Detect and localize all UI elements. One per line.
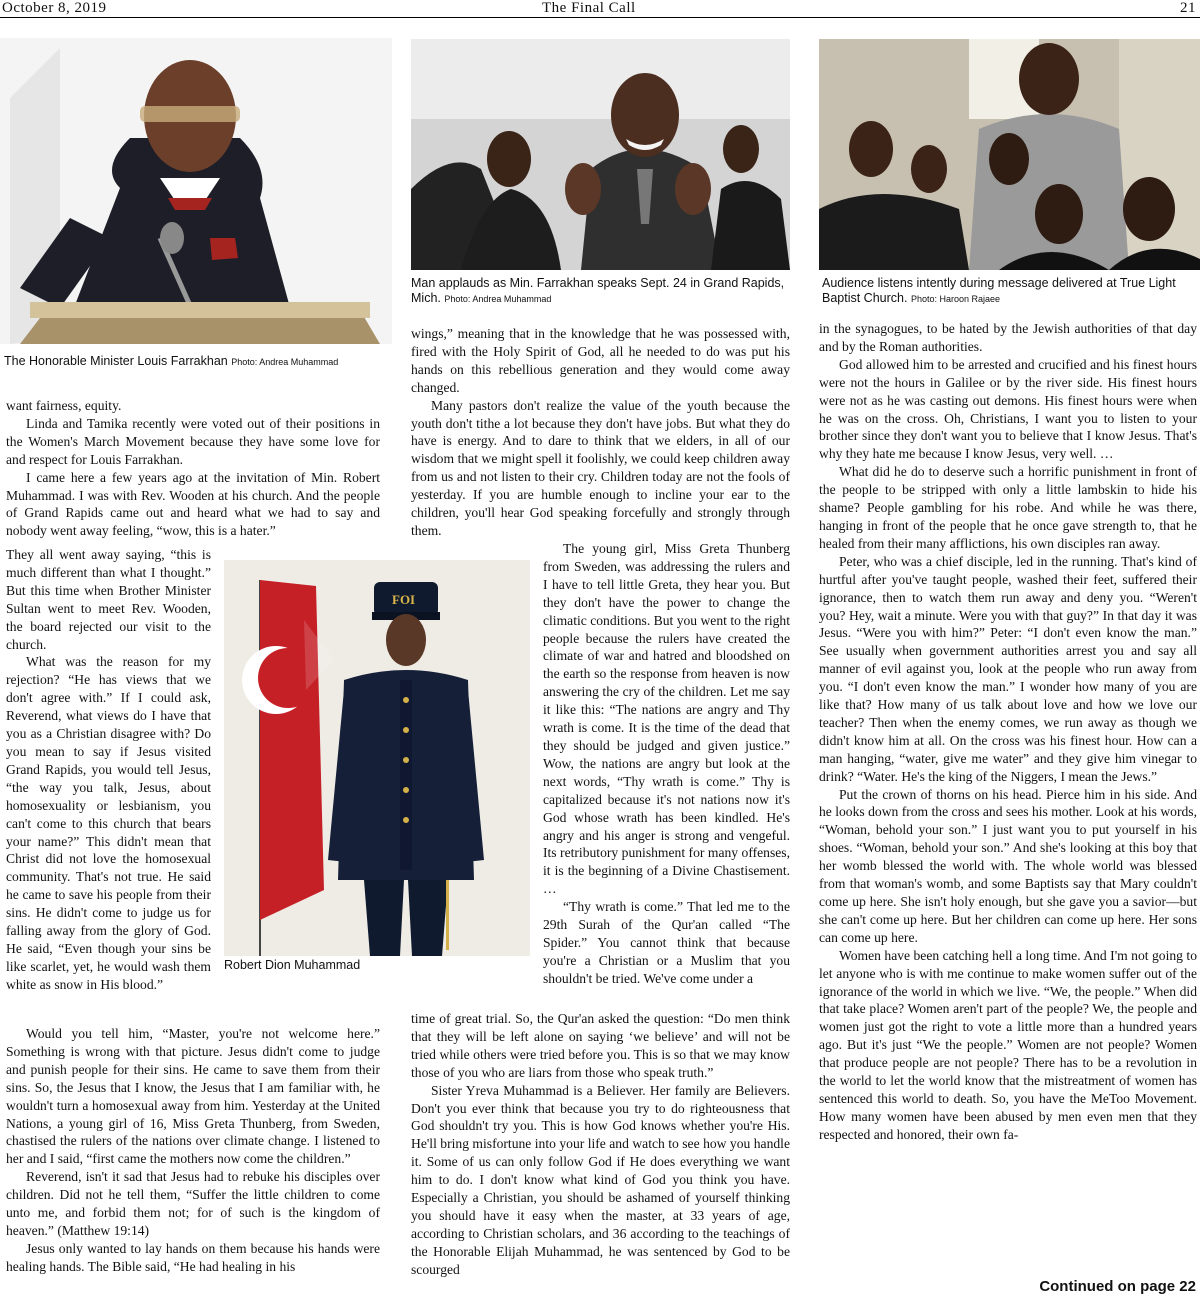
paragraph: time of great trial. So, the Qur'an asked the question: “Do men think that they will be left alone on saying ‘we believe’ and will not be tried while others were tried before you. This is so that we may know those of you who are liars from those who speak truth.” (411, 1011, 790, 1080)
article-column-2-wrap (543, 540, 790, 988)
applause-caption (411, 276, 790, 307)
page-number: 21 (1180, 0, 1196, 16)
publication-name: The Final Call (542, 0, 636, 16)
paragraph: I came here a few years ago at the invitation of Min. Robert Muhammad. I was with Rev. Wooden at his church. And the people of Grand Rapids came out and heard what we had to say and nobody went away feeling, “wow, this is a hater.” (6, 469, 380, 539)
paragraph: Peter, who was a chief disciple, led in the running. That's kind of hurtful after you've taught people, washed their feet, suffered their ignorance, then to watch them run away and deny you. “Weren't you? Hey, wait a minute. Were you with that guy?” In that day it was Jesus. “Were you with him?” Peter: “I don't even know the man.” See usually when government authorities arrest you and say all manner of evil against you, look at the people who run away from you. “I don't even know the man.” I wonder how many of you are like that? How many of us talk about love and how we love our teacher? Then when the enemy comes, we run away as though we didn't know him at all. On the cross was his finest hour. How can a man hanging, “water, give me water” and they give him vinegar to drink? “Water. He's the king of the Niggers, I mean the Jews.” (819, 553, 1197, 784)
farrakhan-caption (4, 354, 338, 370)
paragraph: Jesus only wanted to lay hands on them because his hands were healing hands. The Bible said, “He had healing in his (6, 1240, 380, 1274)
header-rule (0, 17, 1200, 18)
paragraph: Women have been catching hell a long time. And I'm not going to let anyone who is with me continue to make women suffer out of the ignorance of the world in which we live. “We, the people.” When did that take place? Women aren't part of the people? We, the people and women just got the right to vote a little more than a hundred years ago. But it's just “We the people.” Women are not people? Women that produce people are not people? There has to be a revolution in the world to let the world know that the mistreatment of women has sentenced this world to death. So, you have the MeToo Movement. How many women have been abused by men even men that they respected and honored, their own fa- (819, 947, 1197, 1142)
article-column-1-wrap (6, 546, 211, 994)
paragraph: God allowed him to be arrested and crucified and his finest hours were not the hours in Galilee or by the river side. His finest hours were not as he was casting out demons. His finest hours were when he was on the cross. Oh, Christians, I want you to listen to your brother since they don't want you to believe that I know Jesus. That's why they hate me because I know Jesus, very well. … (819, 356, 1197, 462)
audience-caption (822, 276, 1198, 307)
paragraph: They all went away saying, “this is much different than what I thought.” But this time when Brother Minister Sultan went to meet Rev. Wooden, the board rejected our visit to the church. (6, 547, 211, 652)
paragraph: Many pastors don't realize the value of the youth because the youth don't tithe a lot because they don't have jobs. But what they do have is energy. And to dare to think that we elders, in all of our wisdom that we might spell it foolishly, we could keep children away from us and not listen to their cry. Children today are not the fools of yesterday. If you are humble enough to incline your ear to the children, you'll hear God speaking forcefully and strongly through them. (411, 397, 790, 538)
article-column-1-top (6, 397, 380, 540)
paragraph: What was the reason for my rejection? “He has views that we don't agree with.” If I could ask, Reverend, what views do I have that you as a Christian disagree with? Do you mean to say if Jesus visited Grand Rapids, you would tell Jesus, “the way you talk, Jesus, about homosexuality or lesbianism, you can't come to this church that bears your name?” This didn't mean that Christ did not love the homosexual community. That's not true. He said he came to save his people from their sins. He didn't come to judge us for falling away from the glory of God. He said, “Even though your sins be like scarlet, yet, he would wash them white as snow in His blood.” (6, 654, 211, 992)
article-column-1-bottom (6, 1025, 380, 1276)
paragraph: What did he do to deserve such a horrific punishment in front of the people to be stripped with only a little lambskin to hide his shame? People gambling for his robe. And while he was there, hanging in front of the people that he once gave strength to, that he healed from their many afflictions, his own disciples ran away. (819, 464, 1197, 551)
applause-photo (411, 39, 790, 270)
audience-photo-credit: Photo: Haroon Rajaee (910, 294, 1001, 304)
audience-caption-text: Audience listens intently during message delivered at True Light Baptist Church. (822, 276, 1176, 305)
robert-caption: Robert Dion Muhammad (224, 958, 361, 972)
paragraph: wings,” meaning that in the knowledge that he was possessed with, fired with the Holy Spirit of God, all he needed to do was put his hands on this rebellious generation and they would come away changed. (411, 326, 790, 395)
paragraph: Put the crown of thorns on his head. Pierce him in his side. And he looks down from the cross and sees his mother. Look at his words, “Woman, behold your son.” I just want you to put yourself in his shoes. “Woman, behold your son.” And she's looking at this boy that her womb blessed the world with. The whole world was blessed from that woman's womb, and some Baptists say that Mary couldn't come up here. She isn't holy enough, but she gave you a savior—but she can't come up here. But her children can come up here. Her sons can come up here. (819, 786, 1197, 945)
robert-photo (224, 560, 530, 956)
paragraph: The young girl, Miss Greta Thunberg from Sweden, was addressing the rulers and I have to tell little Greta, they hear you. But they don't have the power to change the climatic conditions. But you went to the right people because the rulers have created the climate of war and hatred and bloodshed on the earth so the response from heaven is now answering the cry of the children. Let me say it like this: “The nations are angry and Thy wrath is come. It is the time of the dead that they should be judged and given justice.” Wow, the nations are angry but look at the next words, “Thy wrath is come.” Thy is capitalized because it's not nations now it's God whose wrath has been kindled. He's angry and his anger is strong and vengeful. Its retributory punishment for many offenses, it is the beginning of a Divine Chastisement. … (543, 541, 790, 897)
paragraph: Linda and Tamika recently were voted out of their positions in the Women's March Movement because they have some love for and respect for Louis Farrakhan. (6, 415, 380, 467)
applause-caption-text: Man applauds as Min. Farrakhan speaks Sept. 24 in Grand Rapids, Mich. (411, 276, 785, 305)
issue-date: October 8, 2019 (2, 0, 107, 16)
paragraph: want fairness, equity. (6, 398, 122, 413)
article-column-3 (819, 320, 1197, 1144)
audience-photo (819, 39, 1200, 270)
paragraph: Sister Yreva Muhammad is a Believer. Her family are Believers. Don't you ever think that because you try to do righteousness that God shouldn't try you. This is how God knows whether you're His. He'll bring misfortune into your life and watch to see how you handle it. Some of us can only follow God if He does everything we want him to do. I don't know what kind of God you think you have. Especially a Christian, you should be ashamed of yourself thinking you should have it easy when the master, at 33 years of age, according to Christian scholars, and 36 according to the teachings of the Honorable Elijah Muhammad, he was sentenced by God to be scourged (411, 1082, 790, 1277)
paragraph: Would you tell him, “Master, you're not welcome here.” Something is wrong with that picture. Jesus didn't come to judge and punish people for their sins. He came to save them from their sins. So, the Jesus that I know, the Jesus that I am familiar with, he wouldn't turn a homosexual away from him. Yesterday at the United Nations, a young girl of 16, Miss Greta Thunberg, from Sweden, chastised the rulers of the nations over climate change. I listened to her and I said, “first came the mothers now come the children.” (6, 1026, 380, 1167)
paragraph: in the synagogues, to be hated by the Jewish authorities of that day and by the Roman authorities. (819, 321, 1197, 354)
article-column-2-top (411, 325, 790, 540)
paragraph: “Thy wrath is come.” That led me to the 29th Surah of the Qur'an called “The Spider.” You cannot think that because you're a Christian or a Muslim that you shouldn't be tried. We've come under a (543, 899, 790, 986)
applause-photo-credit: Photo: Andrea Muhammad (444, 294, 552, 304)
farrakhan-photo (0, 38, 392, 344)
farrakhan-photo-credit: Photo: Andrea Muhammad (231, 357, 339, 367)
article-column-2-bottom (411, 1010, 790, 1279)
farrakhan-caption-text: The Honorable Minister Louis Farrakhan (4, 354, 228, 368)
continued-on-page: Continued on page 22 (1039, 1278, 1196, 1295)
paragraph: Reverend, isn't it sad that Jesus had to rebuke his disciples over children. Did not he tell them, “Suffer the little children to come unto me, and forbid them not; for of such is the kingdom of heaven.” (Matthew 19:14) (6, 1169, 380, 1238)
cap-badge: FOI (392, 592, 416, 607)
